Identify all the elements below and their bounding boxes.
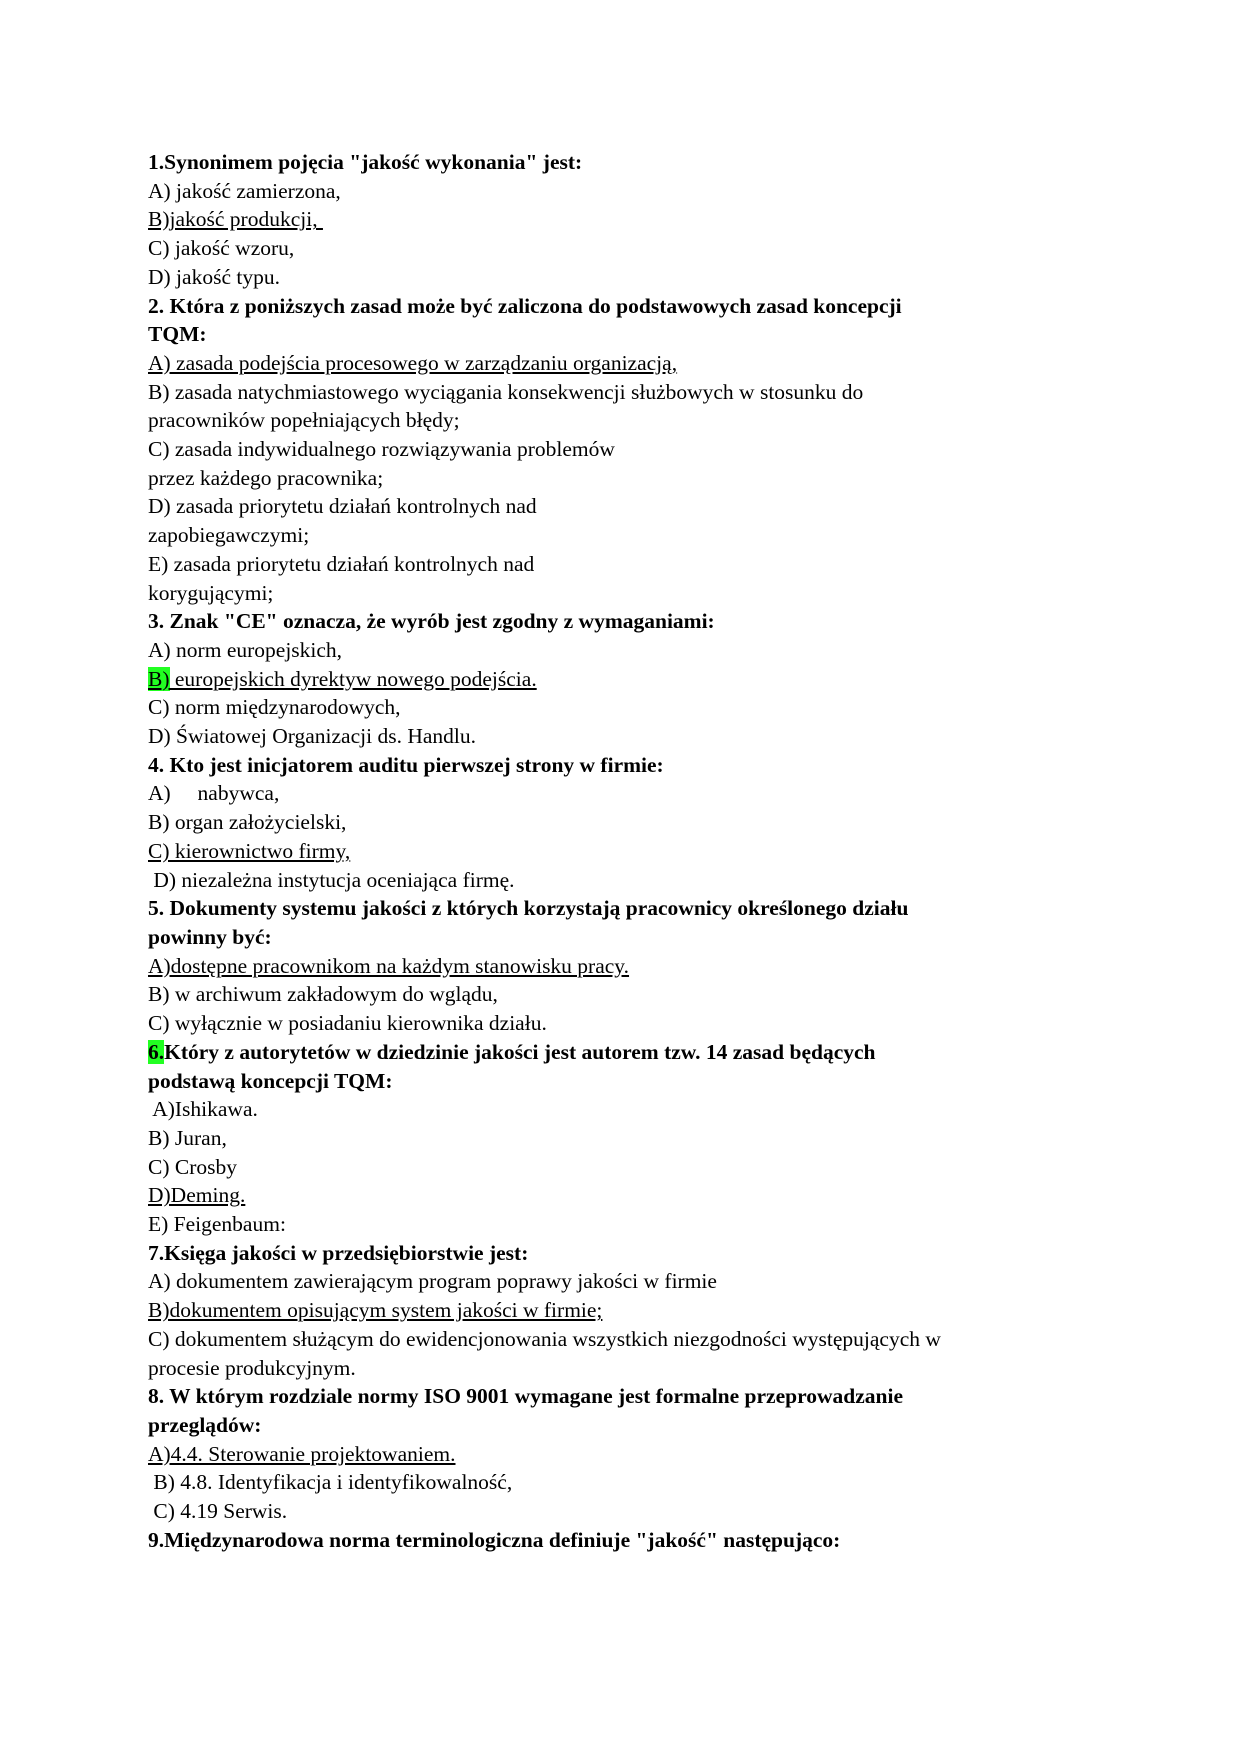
q5-option-c: C) wyłącznie w posiadaniu kierownika działu. [148, 1011, 547, 1036]
q4-option-b: B) organ założycielski, [148, 810, 347, 835]
question-6-line-1 [148, 1038, 1108, 1067]
q6-option-a: A)Ishikawa. [148, 1097, 258, 1122]
question-8-line-2: przeglądów: [148, 1412, 262, 1437]
q7-option-c-line-2: procesie produkcyjnym. [148, 1355, 356, 1380]
question-8-line-1: 8. W którym rozdziale normy ISO 9001 wymagane jest formalne przeprowadzanie [148, 1384, 904, 1409]
question-1: 1.Synonimem pojęcia "jakość wykonania" jest: [148, 150, 583, 174]
question-3: 3. Znak "CE" oznacza, że wyrób jest zgodny z wymaganiami: [148, 609, 715, 634]
q2-option-c-line-1: C) zasada indywidualnego rozwiązywania problemów [148, 437, 615, 462]
q1-option-d: D) jakość typu. [148, 264, 280, 289]
q8-option-b: B) 4.8. Identyfikacja i identyfikowalność, [148, 1470, 513, 1495]
question-2-line-1: 2. Która z poniższych zasad może być zaliczona do podstawowych zasad koncepcji [148, 293, 902, 318]
q2-option-c-line-2: przez każdego pracownika; [148, 465, 384, 490]
q3-option-b-highlighted-label: B) [148, 666, 170, 691]
q3-option-c: C) norm międzynarodowych, [148, 695, 401, 720]
q2-option-e-line-2: korygującymi; [148, 580, 274, 605]
q1-option-a: A) jakość zamierzona, [148, 178, 341, 203]
q4-option-d: D) niezależna instytucja oceniająca firmę. [148, 867, 515, 892]
q6-option-e: E) Feigenbaum: [148, 1212, 286, 1237]
question-6-line-2: podstawą koncepcji TQM: [148, 1068, 393, 1093]
q2-option-d-line-1: D) zasada priorytetu działań kontrolnych nad [148, 494, 537, 519]
q2-option-d-line-2: zapobiegawczymi; [148, 523, 310, 548]
q4-option-c-correct: C) kierownictwo firmy, [148, 838, 351, 863]
question-6-text: Który z autorytetów w dziedzinie jakości jest autorem tzw. 14 zasad będących [164, 1039, 876, 1064]
q2-option-b-line-1: B) zasada natychmiastowego wyciągania konsekwencji służbowych w stosunku do [148, 379, 864, 404]
q3-option-b-text: europejskich dyrektyw nowego podejścia. [169, 666, 537, 691]
q8-option-c: C) 4.19 Serwis. [148, 1499, 288, 1524]
document-body [148, 148, 1108, 1554]
q3-option-a: A) norm europejskich, [148, 637, 343, 662]
q2-option-a-correct: A) zasada podejścia procesowego w zarządzaniu organizacją, [148, 350, 678, 375]
q1-option-c: C) jakość wzoru, [148, 236, 295, 261]
q8-option-a-correct: A)4.4. Sterowanie projektowaniem. [148, 1441, 456, 1466]
q4-option-a: A) nabywca, [148, 781, 280, 806]
q7-option-c-line-1: C) dokumentem służącym do ewidencjonowania wszystkich niezgodności występujących w [148, 1326, 941, 1351]
q2-option-e-line-1: E) zasada priorytetu działań kontrolnych nad [148, 551, 535, 576]
q2-option-b-line-2: pracowników popełniających błędy; [148, 408, 460, 433]
q1-option-b-correct: B)jakość produkcji, [148, 207, 323, 232]
question-5-line-2: powinny być: [148, 924, 272, 949]
q6-highlighted-number: 6. [148, 1039, 165, 1064]
question-4: 4. Kto jest inicjatorem auditu pierwszej strony w firmie: [148, 752, 664, 777]
q6-option-d-correct: D)Deming. [148, 1183, 246, 1208]
question-7: 7.Księga jakości w przedsiębiorstwie jest: [148, 1240, 529, 1265]
q3-option-d: D) Światowej Organizacji ds. Handlu. [148, 724, 477, 749]
q7-option-a: A) dokumentem zawierającym program poprawy jakości w firmie [148, 1269, 717, 1294]
question-9: 9.Międzynarodowa norma terminologiczna definiuje "jakość" następująco: [148, 1527, 841, 1552]
q6-option-c: C) Crosby [148, 1154, 237, 1179]
q6-option-b: B) Juran, [148, 1125, 227, 1150]
q5-option-a-correct: A)dostępne pracownikom na każdym stanowisku pracy. [148, 953, 630, 978]
q3-option-b-correct [148, 665, 1108, 694]
question-5-line-1: 5. Dokumenty systemu jakości z których korzystają pracownicy określonego działu [148, 896, 909, 921]
question-2-line-2: TQM: [148, 322, 207, 347]
q5-option-b: B) w archiwum zakładowym do wglądu, [148, 982, 498, 1007]
q7-option-b-correct: B)dokumentem opisującym system jakości w firmie; [148, 1298, 603, 1323]
